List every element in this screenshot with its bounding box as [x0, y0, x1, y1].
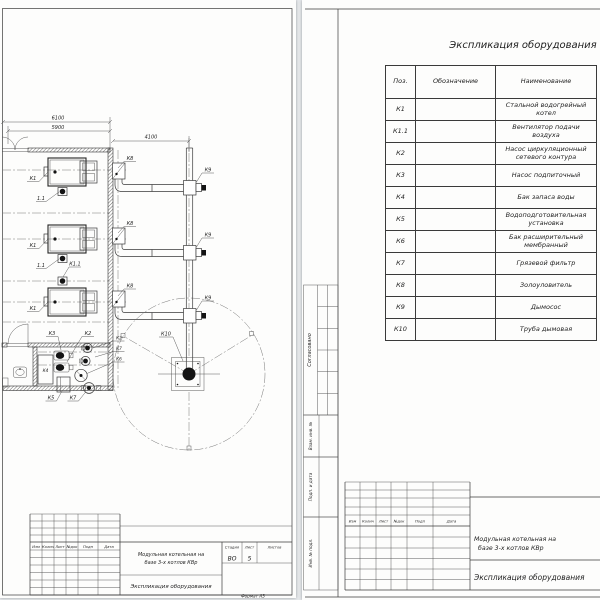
label-ash-2: К8 — [126, 221, 134, 227]
circulation-pump-2 — [80, 356, 91, 365]
designation-cell — [416, 209, 496, 230]
label-boiler-1: К1 — [29, 176, 37, 182]
label-exhauster-1: К9 — [204, 167, 212, 174]
equipment-table — [385, 65, 597, 341]
designation-cell — [416, 253, 496, 274]
designation-cell — [416, 297, 496, 318]
sheet-label: Лист — [244, 545, 255, 550]
name-cell: Водоподготовительная установка — [505, 211, 587, 227]
titleblock-left — [30, 514, 292, 598]
name-cell: Труба дымовая — [519, 324, 573, 333]
pos-cell: К10 — [386, 319, 416, 340]
table-row — [386, 252, 596, 274]
label-unit-k5: К5 — [47, 395, 55, 402]
label-edge-k7: К7 — [116, 346, 122, 351]
doors — [2, 137, 28, 347]
label-pumps-k2: К2 — [84, 331, 92, 337]
project-name-line2: базе 3-х котлов КВр — [144, 560, 198, 566]
boiler-2 — [44, 225, 97, 263]
table-row — [386, 164, 596, 186]
tb-header-ndok: №док — [393, 519, 405, 524]
table-row — [386, 120, 596, 142]
name-cell: Грязевой фильтр — [516, 258, 576, 267]
guy-wire-right — [189, 335, 253, 375]
dimensions — [1, 116, 191, 153]
tb-header-ndok: №док — [66, 545, 78, 549]
dim-6100: 6100 — [51, 115, 65, 122]
label-boiler-2: К1 — [29, 243, 37, 249]
format-note: Формат А3 — [241, 593, 265, 598]
designation-cell — [416, 99, 496, 120]
tb-header-kolich: Колич — [42, 545, 54, 549]
doc-name: Экспликация оборудования — [474, 573, 585, 582]
pos-cell: К2 — [386, 143, 416, 164]
drawing-sheet-plan — [0, 0, 296, 598]
doc-name: Экспликация оборудования — [130, 584, 212, 590]
tb-header-kolich: Колич — [362, 519, 374, 524]
name-cell: Насос циркуляционный сетевого контура — [505, 145, 587, 161]
margin-blocks — [304, 285, 339, 590]
pos-cell: К4 — [386, 187, 416, 208]
margin-approved: Согласовано — [307, 333, 313, 367]
label-edge-k2: К2 — [116, 335, 122, 341]
tb-header-podp: Подп — [83, 545, 93, 549]
tb-header-izm: Изм — [348, 519, 357, 524]
guy-anchors — [121, 332, 254, 451]
designation-cell — [416, 143, 496, 164]
table-row — [386, 296, 596, 318]
name-cell: Стальной водогрейный котел — [505, 101, 587, 117]
boiler-3 — [44, 277, 97, 316]
drawing-sheet-specification — [302, 0, 600, 600]
sheet-frame — [3, 9, 293, 596]
washbasin — [14, 367, 27, 378]
chimney — [158, 358, 220, 391]
expansion-tank-k6 — [75, 369, 87, 381]
tb-header-list: Лист — [55, 545, 65, 549]
col-header-designation: Обозначение — [416, 66, 496, 98]
designation-cell — [416, 275, 496, 296]
smoke-exhauster-3 — [184, 309, 207, 324]
sheet-value: 5 — [247, 555, 252, 563]
pos-cell: К1 — [386, 99, 416, 120]
chimney-stack — [183, 368, 196, 381]
designation-cell — [416, 121, 496, 142]
smoke-exhausters — [184, 181, 207, 324]
tb-header-data: Дата — [446, 519, 457, 524]
name-cell: Дымосос — [530, 302, 562, 311]
col-header-pos: Поз. — [386, 66, 416, 98]
name-cell: Вентилятор подачи воздуха — [512, 123, 580, 139]
designation-cell — [416, 187, 496, 208]
name-cell: Насос подпиточный — [511, 170, 581, 179]
pos-cell: К9 — [386, 297, 416, 318]
plan-drawing — [0, 0, 296, 598]
label-pumps-k3: К3 — [48, 331, 56, 337]
table-row — [386, 186, 596, 208]
table-header-row — [386, 66, 596, 98]
table-row — [386, 318, 596, 340]
smoke-exhauster-1 — [184, 181, 207, 196]
tb-header-izm: Изм — [32, 545, 40, 549]
label-exhauster-2: К9 — [204, 232, 212, 239]
label-fan-2: 1.1 — [37, 263, 45, 269]
label-ash-1: К8 — [126, 156, 134, 162]
ash-collector-2 — [113, 228, 126, 244]
label-tank-k4: К4 — [42, 368, 49, 373]
table-row — [386, 98, 596, 120]
ash-collector-3 — [113, 291, 126, 307]
project-name-line1: Модульная котельная на — [137, 552, 205, 558]
flue-ducts — [115, 179, 186, 320]
dim-5900: 5900 — [51, 125, 65, 131]
table-row — [386, 142, 596, 164]
designation-cell — [416, 319, 496, 340]
table-row — [386, 208, 596, 230]
boiler-1 — [44, 158, 97, 196]
name-cell: Бак расширительный мембранный — [508, 233, 584, 249]
margin-vzam: Взам. инв. № — [308, 421, 313, 451]
label-chimney: К10 — [161, 331, 171, 338]
margin-inv: Инв. № подл. — [308, 538, 313, 568]
label-exhauster-3: К9 — [204, 295, 212, 302]
name-cell: Бак запаса воды — [517, 192, 575, 201]
smoke-exhauster-2 — [184, 246, 207, 261]
wall-fixture — [3, 378, 9, 387]
boilers — [44, 158, 97, 316]
designation-cell — [416, 165, 496, 186]
margin-podp: Подп. и дата — [308, 472, 313, 502]
guy-wire-left — [124, 337, 189, 375]
stage-label: Стадия — [224, 545, 240, 550]
pos-cell: К5 — [386, 209, 416, 230]
col-header-name: Наименование — [520, 77, 572, 86]
pos-cell: К6 — [386, 231, 416, 252]
specification-title: Экспликация оборудования — [449, 40, 597, 51]
stage-value: ВО — [227, 555, 237, 563]
label-filter-k7: К7 — [69, 395, 77, 402]
label-edge-k6: К6 — [116, 356, 122, 362]
dim-4100: 4100 — [144, 134, 158, 141]
project-name-line2: базе 3-х котлов КВр — [478, 545, 544, 552]
sheets-label: Листов — [267, 545, 282, 550]
pos-cell: К8 — [386, 275, 416, 296]
label-ash-3: К8 — [126, 283, 134, 290]
project-name-line1: Модульная котельная на — [474, 536, 557, 543]
pos-cell: К1.1 — [386, 121, 416, 142]
pos-cell: К3 — [386, 165, 416, 186]
pos-cell: К7 — [386, 253, 416, 274]
makeup-pump-1 — [54, 351, 73, 360]
ash-collector-1 — [113, 163, 126, 179]
makeup-pump-2 — [54, 363, 73, 372]
designation-cell — [416, 231, 496, 252]
titleblock-right — [345, 482, 600, 590]
tb-header-podp: Подп — [415, 519, 425, 524]
tb-header-data: Дата — [104, 545, 114, 549]
label-fan-3: К1.1 — [69, 261, 81, 268]
name-cell: Золоуловитель — [519, 280, 573, 289]
tb-header-list: Лист — [378, 519, 389, 524]
table-row — [386, 274, 596, 296]
label-boiler-3: К1 — [29, 306, 37, 312]
label-fan-1: 1.1 — [37, 196, 45, 202]
table-row — [386, 230, 596, 252]
